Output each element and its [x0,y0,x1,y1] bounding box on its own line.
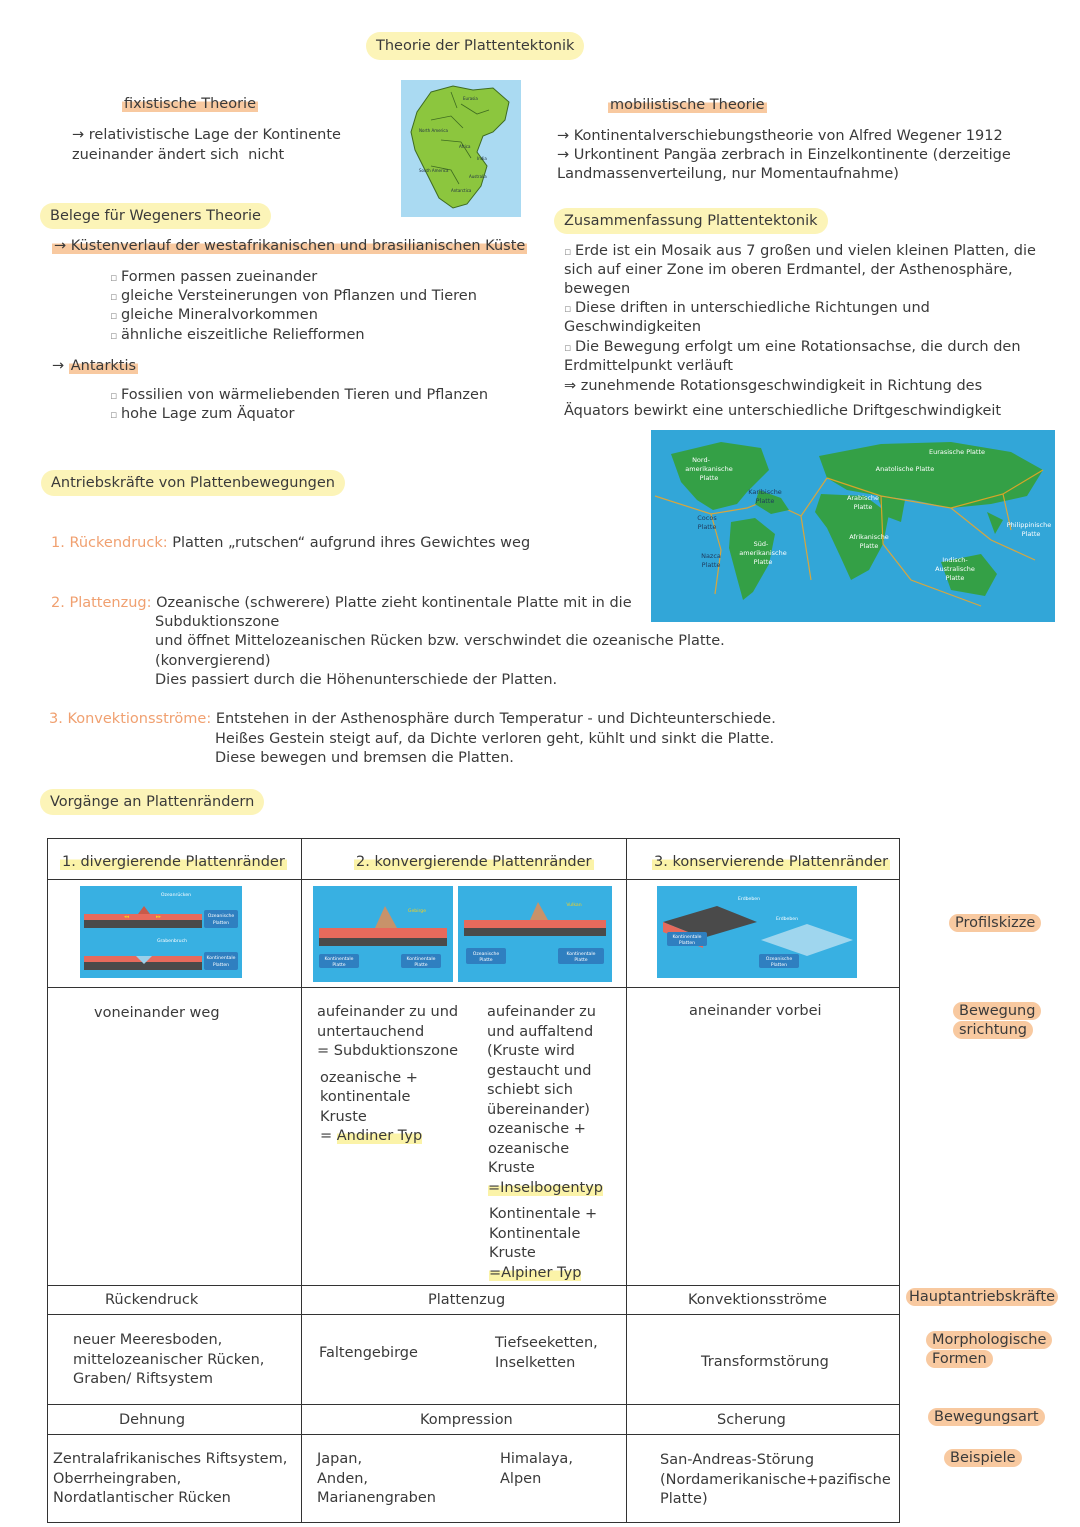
direction-convergent [302,988,627,1286]
side-label-morph [926,1331,1052,1369]
div-label-grabenbruch: Grabenbruch [156,939,188,944]
cons-label-ko-1: Kontinentale [672,935,702,940]
rueckendruck-line [51,534,530,554]
map-label-ka-2: Platte [755,497,775,505]
conv-label-ko-a1: Kontinentale [324,957,354,962]
mob-heading-text: mobilistische Theorie [610,97,765,113]
pangaea-image [401,80,521,217]
morph-convergent-b-line-2: Inselketten [495,1354,576,1371]
header-conservative [627,839,900,880]
plattenzug-line-4: (konvergierend) [155,653,271,669]
coast-item-2: ▫ gleiche Versteinerungen von Pflanzen und Tieren [110,288,477,304]
summary-line-2: sich auf einer Zone im oberen Erdmantel, der Asthenosphäre, [564,262,1013,278]
header-convergent [302,839,627,880]
conv-island-line-8: ozeanische [488,1140,570,1157]
div-label-oz-1: Ozeanische [207,914,235,919]
pangaea-label-eurasia: Eurasia [463,96,478,101]
examples-divergent-line-1: Zentralafrikanisches Riftsystem, [53,1451,288,1467]
force-convergent-text: Plattenzug [428,1292,506,1308]
conv-alpine-line-1: Kontinentale + [489,1206,598,1222]
examples-divergent [48,1435,302,1523]
conv-alpine-line-2: Kontinentale [489,1225,581,1242]
belege-coast [52,237,527,257]
mob-heading [608,96,767,116]
belege-heading [40,203,271,229]
side-label-art-text: Bewegungsart [928,1408,1045,1426]
conv-label-oz-2: Platte [479,958,493,963]
morph-divergent-line-1: neuer Meeresboden, [73,1332,223,1348]
belege-coast-text: → Küstenverlauf der westafrikanischen und brasilianischen Küste [54,238,526,254]
fix-heading [122,95,258,115]
conv-island-line-2: und auffaltend [487,1023,594,1040]
fix-line-2: zueinander ändert sich nicht [72,147,285,163]
type-convergent-text: Kompression [420,1412,513,1428]
ant-item-2-text: hohe Lage zum Äquator [120,406,295,422]
morph-convergent-b-line-1: Tiefseeketten, [495,1335,598,1351]
examples-divergent-block [48,1435,301,1509]
conv-island-line-6: übereinander) [487,1101,590,1118]
conv-island-line-3: (Kruste wird [487,1043,575,1059]
profile-conservative [627,880,900,988]
conservative-diagram [657,886,857,978]
examples-convergent [302,1435,627,1523]
side-label-profil-text: Profilskizze [949,914,1041,932]
pangaea-map [401,80,521,217]
header-convergent-text: 2. konvergierende Plattenränder [356,854,592,870]
conv-andean-typ-text: Andiner Typ [336,1128,423,1144]
conv-label-ko-a2: Platte [332,963,346,968]
map-label-af-1: Afrikanische [849,533,889,541]
conv-island-line-5: schiebt sich [487,1082,573,1098]
div-label-oz-2: Platten [212,921,230,926]
plattenzug-line [51,594,632,614]
plate-boundary-table [47,838,900,1523]
world-map-svg [651,430,1055,622]
map-label-an: Anatolische Platte [875,465,935,473]
profile-convergent [302,880,627,988]
conv-label-oz-1: Ozeanische [472,952,500,957]
map-label-ia-1: Indisch- [942,556,968,564]
conv-label-gebirge: Gebirge [407,909,427,914]
conv-label-ko-b1: Kontinentale [406,957,436,962]
map-label-ka-1: Karibische [748,488,782,496]
pangaea-label-australia: Australia [469,174,487,179]
summary-heading-text: Zusammenfassung Plattentektonik [554,208,828,234]
profile-divergent [48,880,302,988]
type-convergent [302,1405,627,1435]
antrieb-heading-text: Antriebskräfte von Plattenbewegungen [41,470,345,496]
summary-line-4-text: Diese driften in unterschiedliche Richtungen und [574,300,930,316]
map-label-ar-1: Arabische [846,494,880,502]
conv-label-ko-c1: Kontinentale [566,952,596,957]
fix-line-1: → relativistische Lage der Kontinente [72,127,341,143]
konvektion-line-2: Heißes Gestein steigt auf, da Dichte verloren geht, kühlt und sinkt die Platte. [215,731,775,747]
side-label-bewegung [953,1002,1041,1040]
belege-antarktis [52,357,138,377]
coast-item-3-text: gleiche Mineralvorkommen [120,307,318,323]
vorgaenge-heading-text: Vorgänge an Plattenrändern [40,789,264,815]
side-label-bewegung-1: Bewegung [953,1002,1041,1020]
map-label-sa-3: Platte [753,558,773,566]
conv-island-line-4: gestaucht und [487,1062,592,1079]
conv-island-typ [487,1179,603,1199]
ant-item-1-text: Fossilien von wärmeliebenden Tieren und Pflanzen [120,387,489,403]
map-label-na-3: Platte [699,474,719,482]
summary-line-5: Geschwindigkeiten [564,319,702,335]
summary-line-1-text: Erde ist ein Mosaik aus 7 großen und vielen kleinen Platten, die [574,243,1036,259]
plattenzug-first: Ozeanische (schwerere) Platte zieht kontinentale Platte mit in die [156,595,632,611]
pangaea-label-africa: Africa [459,144,471,149]
coast-item-2-text: gleiche Versteinerungen von Pflanzen und Tieren [120,288,477,304]
conv-andean-typ-prefix: = [320,1128,337,1144]
mob-line-3: Landmassenverteilung, nur Momentaufnahme) [557,166,899,182]
examples-convergent-a-line-1: Japan, [317,1451,363,1467]
examples-convergent-b [500,1450,573,1489]
type-divergent [48,1405,302,1435]
map-label-ia-2: Australische [935,565,975,573]
conv-label-ko-b2: Platte [414,963,428,968]
div-label-ozeanruecken: Ozeanrücken [160,893,192,898]
examples-convergent-b-line-2: Alpen [500,1470,542,1487]
table-row-morphology [48,1315,900,1405]
summary-line-1: ▫ Erde ist ein Mosaik aus 7 großen und vielen kleinen Platten, die [564,243,1036,259]
conv-andean-line-2: untertauchend [317,1023,425,1040]
map-label-af-2: Platte [859,542,879,550]
table-row-forces [48,1286,900,1315]
conv-andean-block [317,1003,458,1147]
summary-line-6-text: Die Bewegung erfolgt um eine Rotationsachse, die durch den [574,339,1021,355]
type-conservative [627,1405,900,1435]
konvektion-first: Entstehen in der Asthenosphäre durch Temperatur - und Dichteunterschiede. [215,711,776,727]
conv-island-line-9: Kruste [488,1160,535,1176]
summary-line-3: bewegen [564,281,631,297]
force-divergent [48,1286,302,1315]
conv-andean-line-6: Kruste [320,1108,367,1125]
morph-convergent [302,1315,627,1405]
conv-alpine-line-3: Kruste [489,1245,536,1261]
svg-text:◂◂: ◂◂ [124,914,130,920]
examples-conservative-line-3: Platte) [660,1491,708,1507]
page-title-text: Theorie der Plattentektonik [366,32,584,60]
conv-alpine-typ [487,1264,603,1284]
map-label-ar-2: Platte [853,503,873,511]
konvektion-label: 3. Konvektionsströme: [49,711,212,727]
mob-line-2: → Urkontinent Pangäa zerbrach in Einzelkontinente (derzeitige [557,147,1011,163]
examples-convergent-a [317,1450,436,1509]
examples-conservative-line-1: San-Andreas-Störung [660,1452,815,1468]
side-label-beispiele [944,1449,1022,1468]
summary-heading [554,208,828,234]
examples-convergent-b-line-1: Himalaya, [500,1451,573,1467]
side-label-morph-1: Morphologische [926,1331,1052,1349]
conv-label-vulkan: Vulkan [566,903,582,908]
cons-label-ko-2: Platten [678,941,696,946]
rueckendruck-text: Platten „rutschen“ aufgrund ihres Gewichtes weg [172,535,531,551]
morph-divergent [48,1315,302,1405]
konvektion-line-3: Diese bewegen und bremsen die Platten. [215,750,514,766]
conv-andean-typ [317,1127,458,1147]
map-label-ia-3: Platte [945,574,965,582]
conv-island-block [487,1003,603,1283]
conv-island-line-7: ozeanische + [488,1121,586,1137]
summary-line-6: ▫ Die Bewegung erfolgt um eine Rotationsachse, die durch den [564,339,1021,355]
convergent-diagram-andean [313,886,453,982]
map-label-na-2: amerikanische [685,465,733,473]
map-label-ph-1: Philippinische [1006,521,1052,529]
coast-item-4: ▫ ähnliche eiszeitliche Reliefformen [110,327,365,343]
side-label-morph-2: Formen [926,1350,993,1368]
pangaea-label-north-america: North America [419,128,448,133]
direction-conservative [627,988,900,1286]
conv-andean-line-3: = Subduktionszone [317,1043,459,1059]
side-label-beispiele-text: Beispiele [944,1449,1022,1467]
examples-conservative [627,1435,900,1523]
header-divergent [48,839,302,880]
morph-convergent-a: Faltengebirge [319,1345,418,1361]
map-label-nazca-2: Platte [701,561,721,569]
conv-andean-line-4: ozeanische + [320,1069,418,1086]
plattenzug-line-2: Subduktionszone [155,614,280,630]
direction-conservative-text: aneinander vorbei [689,1003,822,1019]
antarktis-arrow: → [52,358,65,374]
mob-line-1: → Kontinentalverschiebungstheorie von Alfred Wegener 1912 [557,128,1003,144]
ant-item-1: ▫ Fossilien von wärmeliebenden Tieren und Pflanzen [110,387,489,403]
cons-label-erdbeben-1: Erdbeben [737,897,761,902]
morph-convergent-b [495,1334,598,1373]
summary-line-7: Erdmittelpunkt verläuft [564,358,733,374]
conv-alpine-typ-text: =Alpiner Typ [489,1264,582,1281]
morph-divergent-block [48,1315,301,1390]
pangaea-label-antarctica: Antarctica [451,188,472,193]
plattenzug-label: 2. Plattenzug: [51,595,152,611]
belege-heading-text: Belege für Wegeners Theorie [40,203,271,229]
examples-conservative-block [627,1435,899,1510]
cons-label-oz-2: Platten [770,963,788,968]
page-title [366,32,584,60]
fix-heading-text: fixistische Theorie [124,96,257,112]
world-plates-map [651,430,1055,622]
map-label-ph-2: Platte [1021,530,1041,538]
convergent-diagram-island [458,886,612,982]
table-row-examples [48,1435,900,1523]
header-divergent-text: 1. divergierende Plattenränder [62,854,285,870]
morph-conservative-text: Transformstörung [701,1354,829,1370]
coast-item-3: ▫ gleiche Mineralvorkommen [110,307,318,323]
table-header-row [48,839,900,880]
coast-item-4-text: ähnliche eiszeitliche Reliefformen [120,327,365,343]
morph-divergent-line-3: Graben/ Riftsystem [73,1371,213,1387]
direction-divergent-text: voneinander weg [94,1005,220,1021]
force-conservative-text: Konvektionsströme [688,1292,827,1308]
svg-text:▸▸: ▸▸ [156,914,162,920]
conv-label-ko-c2: Platte [574,958,588,963]
coast-item-1: ▫ Formen passen zueinander [110,269,318,285]
cons-label-erdbeben-2: Erdbeben [775,917,799,922]
vorgaenge-heading [40,789,264,815]
coast-item-1-text: Formen passen zueinander [120,269,318,285]
div-label-ko-1: Kontinentale [206,956,236,961]
examples-convergent-a-line-3: Marianengraben [317,1490,436,1506]
direction-divergent [48,988,302,1286]
table-row-profile [48,880,900,988]
div-label-ko-2: Platten [212,963,230,968]
map-label-na-1: Nord- [692,456,710,464]
divergent-diagram [80,886,242,978]
examples-conservative-line-2: (Nordamerikanische+pazifische [660,1471,891,1488]
map-label-sa-1: Süd- [753,540,769,548]
konvektion-line [49,710,776,730]
map-label-co-1: Cocos [697,514,717,522]
summary-line-9: Äquators bewirkt eine unterschiedliche Driftgeschwindigkeit [564,403,1002,419]
type-conservative-text: Scherung [717,1412,786,1428]
force-convergent [302,1286,627,1315]
side-label-profil [949,914,1041,933]
side-label-haupt [906,1288,1058,1307]
conv-andean-line-5: kontinentale [320,1089,411,1105]
rueckendruck-label: 1. Rückendruck: [51,535,168,551]
antarktis-text: Antarktis [70,358,137,374]
plattenzug-line-5: Dies passiert durch die Höhenunterschiede der Platten. [155,672,558,688]
cons-label-oz-1: Ozeanische [765,957,793,962]
side-label-haupt-text: Hauptantriebskräfte [906,1288,1058,1306]
map-label-eu: Eurasische Platte [928,448,986,456]
header-conservative-text: 3. konservierende Plattenränder [654,854,889,870]
summary-line-8: ⇒ zunehmende Rotationsgeschwindigkeit in Richtung des [564,378,983,394]
table-row-type [48,1405,900,1435]
summary-line-4: ▫ Diese driften in unterschiedliche Richtungen und [564,300,930,316]
plattenzug-line-3: und öffnet Mittelozeanischen Rücken bzw. verschwindet die ozeanische Platte. [155,633,725,649]
pangaea-label-india: India [477,156,487,161]
conv-andean-line-1: aufeinander zu und [317,1004,459,1020]
type-divergent-text: Dehnung [119,1412,186,1428]
pangaea-label-south-america: South America [419,168,449,173]
conv-island-typ-text: =Inselbogentyp [488,1179,603,1196]
conv-island-line-1: aufeinander zu [487,1004,596,1020]
side-label-bewegung-2: srichtung [953,1021,1033,1039]
ant-item-2: ▫ hohe Lage zum Äquator [110,406,295,422]
force-conservative [627,1286,900,1315]
map-label-sa-2: amerikanische [739,549,787,557]
map-label-co-2: Platte [697,523,717,531]
examples-divergent-line-2: Oberrheingraben, [53,1470,182,1487]
morph-conservative [627,1315,900,1405]
examples-divergent-line-3: Nordatlantischer Rücken [53,1490,231,1506]
antrieb-heading [41,470,345,496]
table-row-direction [48,988,900,1286]
map-label-nazca-1: Nazca [701,552,721,560]
morph-divergent-line-2: mittelozeanischer Rücken, [73,1351,265,1368]
side-label-art [928,1408,1045,1427]
force-divergent-text: Rückendruck [105,1292,199,1308]
examples-convergent-a-line-2: Anden, [317,1470,369,1487]
